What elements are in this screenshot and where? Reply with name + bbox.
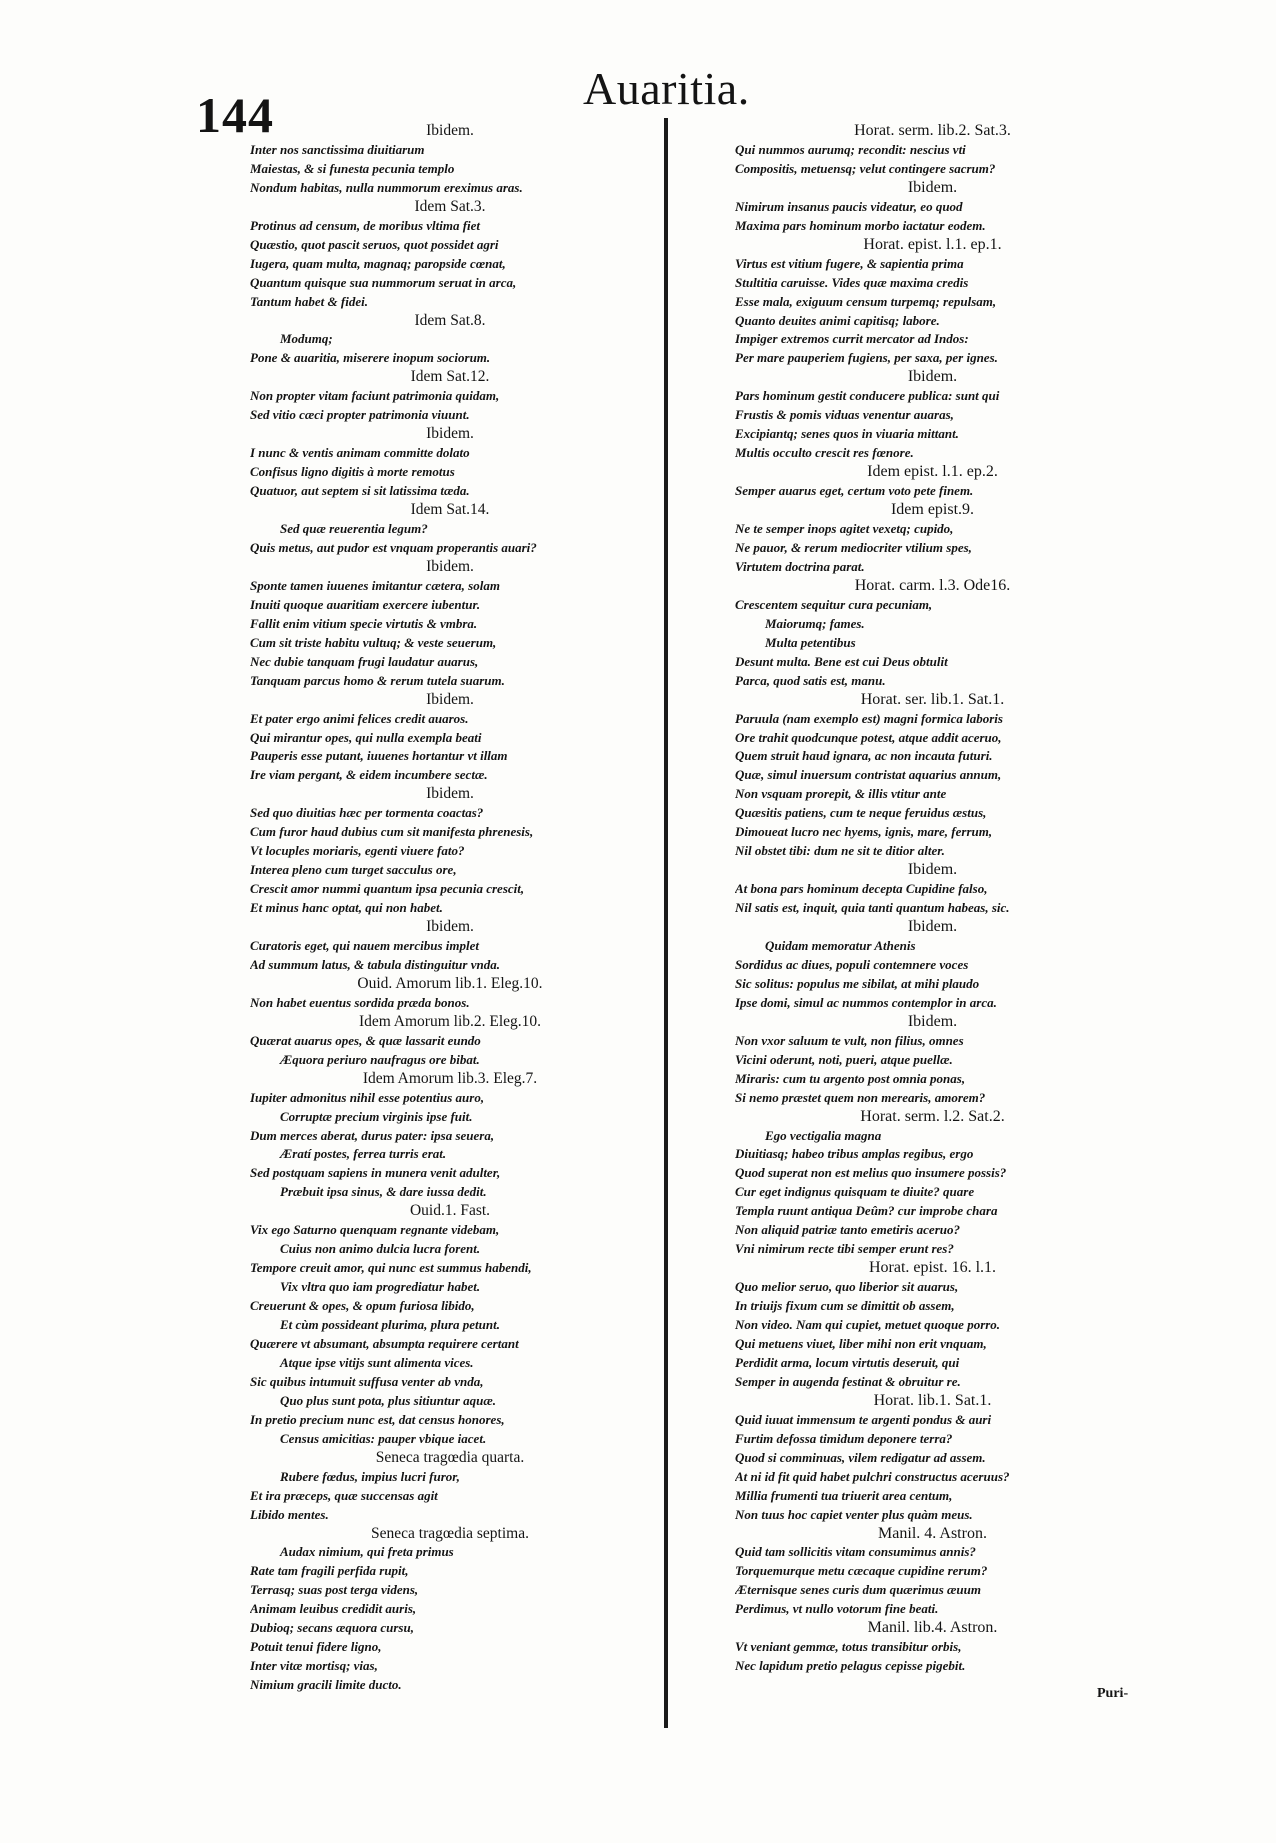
verse-line: Quis metus, aut pudor est vnquam properantis auari? <box>250 539 537 555</box>
verse-line: Non vsquam prorepit, & illis vtitur ante <box>735 786 947 802</box>
verse-line: Rate tam fragili perfida rupit, <box>250 1563 409 1579</box>
verse-line: Virtus est vitium fugere, & sapientia prima <box>735 255 964 271</box>
verse-line: Quem struit haud ignara, ac non incauta futuri. <box>735 748 993 764</box>
verse-line: Quærere vt absumant, absumpta requirere certant <box>250 1336 519 1351</box>
source-heading: Ouid.1. Fast. <box>409 1202 491 1220</box>
verse-line: Excipiantq; senes quos in viuaria mittant. <box>735 426 959 442</box>
verse-line: Pone & auaritia, miserere inopum sociorum. <box>250 350 491 366</box>
verse-line: Inter nos sanctissima diuitiarum <box>250 141 425 157</box>
verse-line: Nil obstet tibi: dum ne sit te ditior alter. <box>735 843 945 859</box>
verse-line: Quid iuuat immensum te argenti pondus & auri <box>735 1411 992 1427</box>
verse-line: Tantum habet & fidei. <box>250 293 368 309</box>
verse-line: Quid tam sollicitis vitam consumimus annis? <box>735 1544 976 1560</box>
source-heading: Idem Sat.8. <box>414 311 486 329</box>
left-column <box>250 122 650 1695</box>
source-heading: Idem Sat.12. <box>410 368 490 386</box>
source-heading: Idem Sat.3. <box>414 197 486 215</box>
verse-line: Quo melior seruo, quo liberior sit auarus, <box>735 1279 959 1295</box>
verse-line: Et cùm possideant plurima, plura petunt. <box>280 1317 500 1333</box>
verse-line: Non vxor saluum te vult, non filius, omnes <box>735 1032 964 1048</box>
catchword: Puri- <box>1097 1686 1129 1701</box>
verse-line: Multa petentibus <box>765 634 856 650</box>
verse-line: Atque ipse vitijs sunt alimenta vices. <box>280 1354 474 1370</box>
right-column <box>735 122 1130 1676</box>
verse-line: Modumq; <box>280 331 333 347</box>
source-heading: Ibidem. <box>426 785 474 803</box>
verse-line: Torquemurque metu cæcaque cupidine rerum? <box>735 1563 988 1579</box>
verse-line: Dubioq; secans æquora cursu, <box>250 1620 414 1636</box>
source-heading: Idem Sat.14. <box>410 501 490 519</box>
verse-line: Frustis & pomis viduas venentur auaras, <box>735 407 954 423</box>
verse-line: Interea pleno cum turget sacculus ore, <box>250 862 457 878</box>
verse-line: Terrasq; suas post terga videns, <box>250 1582 419 1598</box>
verse-line: Tanquam parcus homo & rerum tutela suarum. <box>250 672 505 688</box>
verse-line: I nunc & ventis animam committe dolato <box>250 445 470 461</box>
source-heading: Horat. serm. l.2. Sat.2. <box>860 1107 1005 1125</box>
verse-line: Perdimus, vt nullo votorum fine beati. <box>735 1601 939 1617</box>
verse-line: Curatoris eget, qui nauem mercibus implet <box>250 937 479 953</box>
verse-line: Sed postquam sapiens in munera venit adulter, <box>250 1165 501 1181</box>
verse-line: Pars hominum gestit conducere publica: sunt qui <box>735 388 1000 404</box>
source-heading: Horat. epist. 16. l.1. <box>868 1259 997 1277</box>
verse-line: Et minus hanc optat, qui non habet. <box>250 900 443 916</box>
verse-line: Vicini oderunt, noti, pueri, atque puellæ. <box>735 1051 953 1067</box>
source-heading: Manil. 4. Astron. <box>878 1524 987 1542</box>
verse-line: Iupiter admonitus nihil esse potentius auro, <box>250 1089 485 1105</box>
verse-line: Æratí postes, ferrea turris erat. <box>280 1146 447 1162</box>
verse-line: Vix vltra quo iam progrediatur habet. <box>280 1279 481 1295</box>
verse-line: Et ira præceps, quæ succensas agit <box>250 1487 438 1503</box>
source-heading: Manil. lib.4. Astron. <box>867 1619 998 1637</box>
verse-line: Quæ, simul inuersum contristat aquarius annum, <box>735 767 1002 783</box>
verse-line: Audax nimium, qui freta primus <box>280 1544 454 1560</box>
verse-line: Sic quibus intumuit suffusa venter ab vnda, <box>250 1373 484 1389</box>
verse-line: Nimirum insanus paucis videatur, eo quod <box>735 198 963 214</box>
source-heading: Ibidem. <box>907 368 958 386</box>
source-heading: Seneca tragœdia septima. <box>371 1524 529 1542</box>
verse-line: Maiestas, & si funesta pecunia templo <box>250 160 455 176</box>
source-heading: Horat. epist. l.1. ep.1. <box>863 235 1002 253</box>
verse-line: Ne te semper inops agitet vexetq; cupido, <box>735 521 954 537</box>
verse-line: Si nemo præstet quem non merearis, amorem? <box>735 1089 986 1105</box>
verse-line: Animam leuibus credidit auris, <box>250 1601 417 1617</box>
verse-line: Non video. Nam qui cupiet, metuet quoque porro. <box>735 1317 1001 1333</box>
source-heading: Ibidem. <box>907 178 958 196</box>
page-number: 144 <box>196 87 274 143</box>
verse-line: Ego vectigalia magna <box>765 1127 882 1143</box>
verse-line: Æternisque senes curis dum quærimus æuum <box>735 1582 981 1598</box>
verse-line: Quod si comminuas, vilem redigatur ad assem. <box>735 1449 986 1465</box>
source-heading: Ibidem. <box>426 425 474 443</box>
verse-line: Quidam memoratur Athenis <box>765 937 916 953</box>
verse-line: Nil satis est, inquit, quia tanti quantum habeas, sic. <box>735 900 1010 916</box>
verse-line: Creuerunt & opes, & opum furiosa libido, <box>250 1298 475 1314</box>
verse-line: Virtutem doctrina parat. <box>735 558 865 574</box>
verse-line: Esse mala, exiguum censum turpemq; repulsam, <box>735 293 997 309</box>
verse-line: Non aliquid patriæ tanto emetiris aceruo? <box>735 1222 960 1238</box>
verse-line: Sed quæ reuerentia legum? <box>280 521 428 537</box>
source-heading: Ibidem. <box>907 918 958 936</box>
running-title: Auaritia. <box>583 63 750 114</box>
verse-line: Sed vitio cæci propter patrimonia viuunt. <box>250 407 470 423</box>
verse-line: Impiger extremos currit mercator ad Indos: <box>735 331 969 347</box>
verse-line: Perdidit arma, locum virtutis deseruit, qui <box>735 1354 960 1370</box>
verse-line: Protinus ad censum, de moribus vltima fiet <box>250 217 481 233</box>
verse-line: Tempore creuit amor, qui nunc est summus habendi, <box>250 1260 532 1276</box>
verse-line: Ipse domi, simul ac nummos contemplor in arca. <box>735 994 997 1010</box>
verse-line: Stultitia caruisse. Vides quæ maxima credis <box>735 274 969 290</box>
verse-line: Quærat auarus opes, & quæ lassarit eundo <box>250 1032 481 1048</box>
verse-line: Ne pauor, & rerum mediocriter vtilium spes, <box>735 539 972 555</box>
verse-line: Sic solitus: populus me sibilat, at mihi plaudo <box>735 975 980 991</box>
source-heading: Ibidem. <box>426 122 474 139</box>
verse-line: Paruula (nam exemplo est) magni formica laboris <box>735 710 1003 726</box>
source-heading: Idem Amorum lib.2. Eleg.10. <box>358 1012 542 1030</box>
verse-line: Potuit tenui fidere ligno, <box>250 1639 382 1655</box>
source-heading: Ibidem. <box>426 918 474 936</box>
verse-line: Corruptæ precium virginis ipse fuit. <box>280 1108 473 1124</box>
verse-line: Rubere fœdus, impius lucri furor, <box>280 1468 460 1484</box>
verse-line: Sponte tamen iuuenes imitantur cætera, solam <box>250 577 500 593</box>
verse-line: At bona pars hominum decepta Cupidine falso, <box>735 881 988 897</box>
verse-line: Dum merces aberat, durus pater: ipsa seuera, <box>250 1127 495 1143</box>
verse-line: Cum sit triste habitu vultuq; & veste seuerum, <box>250 634 497 650</box>
verse-line: Nec dubie tanquam frugi laudatur auarus, <box>250 653 479 669</box>
verse-line: Nec lapidum pretio pelagus cepisse pigebit. <box>735 1658 966 1674</box>
verse-line: Nondum habitas, nulla nummorum ereximus aras. <box>250 179 523 195</box>
verse-line: Per mare pauperiem fugiens, per saxa, per ignes. <box>735 350 998 366</box>
verse-line: Multis occulto crescit res fœnore. <box>735 445 914 461</box>
verse-line: Furtim defossa timidum deponere terra? <box>735 1430 953 1446</box>
verse-line: Qui nummos aurumq; recondit: nescius vti <box>735 141 966 157</box>
verse-line: Quo plus sunt pota, plus sitiuntur aquæ. <box>280 1392 497 1408</box>
verse-line: Census amicitias: pauper vbique iacet. <box>280 1430 487 1446</box>
verse-line: Crescentem sequitur cura pecuniam, <box>735 596 933 612</box>
verse-line: Confisus ligno digitis à morte remotus <box>250 464 455 480</box>
source-heading: Idem epist.9. <box>890 501 975 519</box>
verse-line: Fallit enim vitium specie virtutis & vmbra. <box>250 615 478 631</box>
source-heading: Ouid. Amorum lib.1. Eleg.10. <box>357 974 543 992</box>
verse-line: Inter vitæ mortisq; vias, <box>250 1658 378 1674</box>
verse-line: Cum furor haud dubius cum sit manifesta phrenesis, <box>250 824 534 840</box>
source-heading: Horat. ser. lib.1. Sat.1. <box>860 690 1005 708</box>
source-heading: Ibidem. <box>907 1012 958 1030</box>
verse-line: Ad summum latus, & tabula distinguitur vnda. <box>250 956 500 972</box>
verse-line: Quantum quisque sua nummorum seruat in arca, <box>250 274 517 290</box>
verse-line: Dimoueat lucro nec hyems, ignis, mare, ferrum, <box>735 824 993 840</box>
verse-line: Vt veniant gemmæ, totus transibitur orbis, <box>735 1639 962 1655</box>
verse-line: Qui metuens viuet, liber mihi non erit vnquam, <box>735 1336 987 1351</box>
verse-line: Nimium gracili limite ducto. <box>250 1677 402 1693</box>
source-heading: Horat. serm. lib.2. Sat.3. <box>854 122 1011 139</box>
verse-line: Compositis, metuensq; velut contingere sacrum? <box>735 160 996 176</box>
verse-line: Non propter vitam faciunt patrimonia quidam, <box>250 388 500 404</box>
verse-line: Pauperis esse putant, iuuenes hortantur vt illam <box>250 748 508 764</box>
verse-line: At ni id fit quid habet pulchri constructus aceruus? <box>735 1468 1010 1484</box>
source-heading: Horat. carm. l.3. Ode16. <box>854 576 1011 594</box>
verse-line: Quæsitis patiens, cum te neque feruidus æstus, <box>735 805 987 821</box>
verse-line: Templa ruunt antiqua Deûm? cur improbe chara <box>735 1203 998 1219</box>
verse-line: Cuius non animo dulcia lucra forent. <box>280 1241 481 1257</box>
verse-line: Millia frumenti tua triuerit area centum, <box>735 1487 953 1503</box>
verse-line: Maxima pars hominum morbo iactatur eodem. <box>735 217 986 233</box>
verse-line: Miraris: cum tu argento post omnia ponas, <box>735 1070 966 1086</box>
verse-line: Inuiti quoque auaritiam exercere iubentur. <box>250 596 481 612</box>
source-heading: Idem epist. l.1. ep.2. <box>867 463 998 481</box>
verse-line: Quatuor, aut septem si sit latissima tæda. <box>250 483 470 499</box>
verse-line: Desunt multa. Bene est cui Deus obtulit <box>735 653 948 669</box>
verse-line: Libido mentes. <box>250 1506 329 1522</box>
verse-line: In pretio precium nunc est, dat census honores, <box>250 1411 505 1427</box>
verse-line: Cur eget indignus quisquam te diuite? quare <box>735 1184 975 1200</box>
verse-line: Diuitiasq; habeo tribus amplas regibus, ergo <box>735 1146 974 1162</box>
verse-line: Quod superat non est melius quo insumere possis? <box>735 1165 1007 1181</box>
verse-line: Ire viam pergant, & eidem incumbere sectæ. <box>250 767 488 783</box>
verse-line: Ore trahit quodcunque potest, atque addit aceruo, <box>735 729 1002 745</box>
verse-line: In triuijs fixum cum se dimittit ob assem, <box>735 1298 955 1314</box>
verse-line: Et pater ergo animi felices credit auaros. <box>250 710 469 726</box>
verse-line: Semper auarus eget, certum voto pete finem. <box>735 483 974 499</box>
verse-line: Quanto deuites animi capitisq; labore. <box>735 312 940 328</box>
verse-line: Vni nimirum recte tibi semper erunt res? <box>735 1241 954 1257</box>
source-heading: Ibidem. <box>426 690 474 708</box>
verse-line: Crescit amor nummi quantum ipsa pecunia crescit, <box>250 881 525 897</box>
verse-line: Iugera, quam multa, magnaq; paropside cœnat, <box>250 255 506 271</box>
verse-line: Præbuit ipsa sinus, & dare iussa dedit. <box>280 1184 487 1200</box>
source-heading: Ibidem. <box>907 861 958 879</box>
source-heading: Ibidem. <box>426 557 474 575</box>
verse-line: Vt locuples moriaris, egenti viuere fato? <box>250 843 465 859</box>
verse-line: Maiorumq; fames. <box>765 615 865 631</box>
verse-line: Sordidus ac diues, populi contemnere voces <box>735 956 969 972</box>
verse-line: Quæstio, quot pascit seruos, quot possidet agri <box>250 236 499 252</box>
verse-line: Non habet euentus sordida præda bonos. <box>250 994 470 1010</box>
source-heading: Seneca tragœdia quarta. <box>375 1448 525 1466</box>
verse-line: Qui mirantur opes, qui nulla exempla beati <box>250 729 482 745</box>
verse-line: Non tuus hoc capiet venter plus quàm meus. <box>735 1506 973 1522</box>
verse-line: Parca, quod satis est, manu. <box>735 672 886 688</box>
verse-line: Vix ego Saturno quenquam regnante videbam, <box>250 1222 500 1238</box>
column-divider <box>664 118 668 1728</box>
verse-line: Semper in augenda festinat & obruitur re. <box>735 1373 961 1389</box>
verse-line: Æquora periuro naufragus ore bibat. <box>280 1051 480 1067</box>
verse-line: Sed quo diuitias hæc per tormenta coactas? <box>250 805 484 821</box>
source-heading: Horat. lib.1. Sat.1. <box>873 1391 992 1409</box>
source-heading: Idem Amorum lib.3. Eleg.7. <box>362 1069 538 1087</box>
